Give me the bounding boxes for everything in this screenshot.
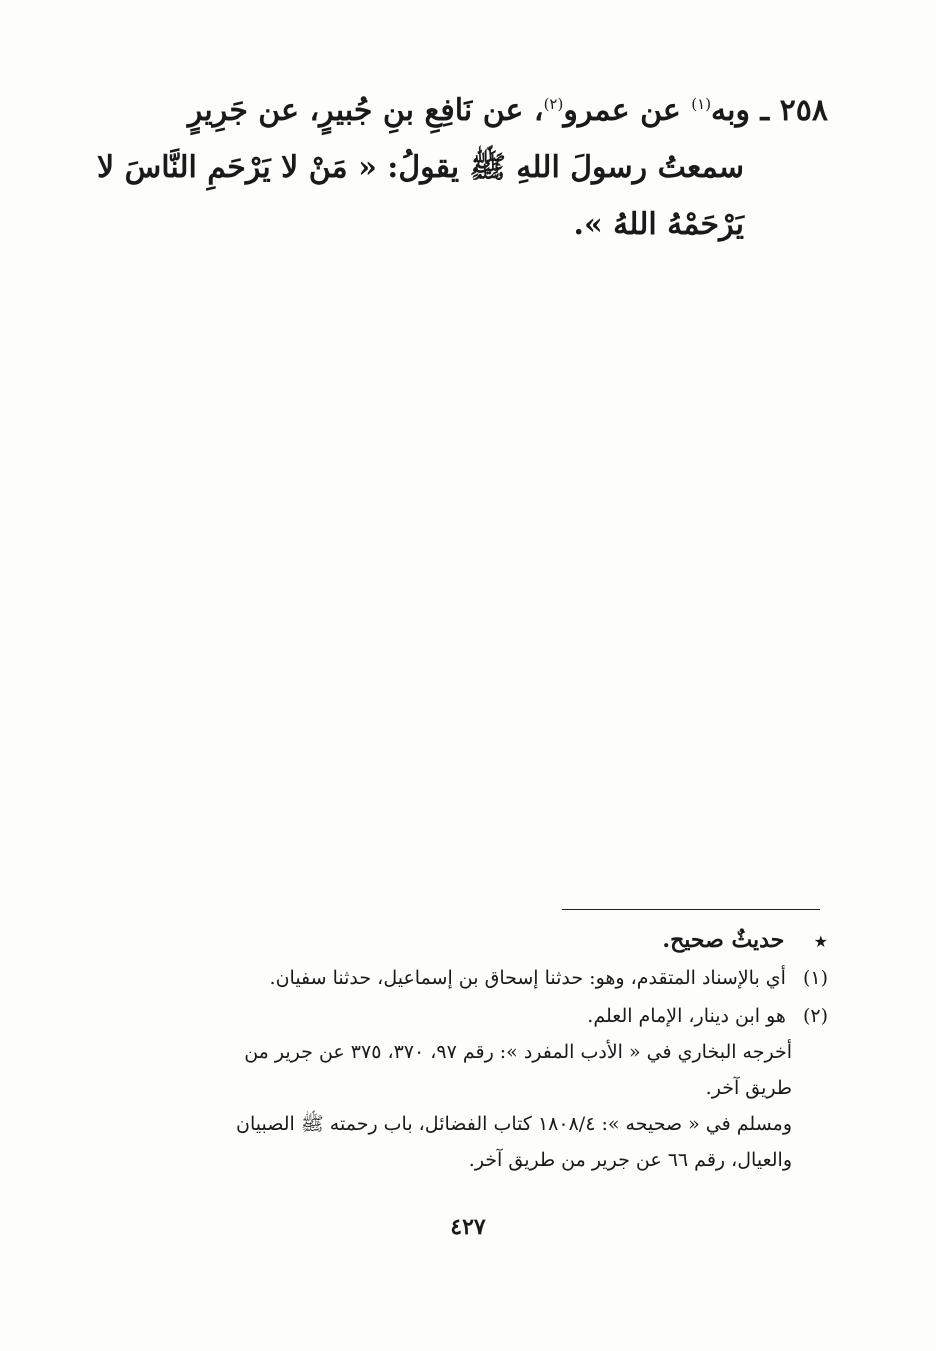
footnote-2-bukhari-line-2: طريق آخر. xyxy=(705,1077,792,1099)
star-icon: ★ xyxy=(813,932,828,951)
hadith-line-3: يَرْحَمْهُ اللهُ ». xyxy=(573,207,744,242)
footnote-2-first-line xyxy=(128,998,828,1034)
grade-text: حديثٌ صحيح. xyxy=(662,927,785,953)
footnote-2 xyxy=(128,998,828,1178)
hadith-line-1 xyxy=(106,82,828,139)
footnote-1 xyxy=(128,960,828,996)
footnotes xyxy=(128,922,828,1178)
hadith-number: ٢٥٨ xyxy=(779,93,828,128)
footnote-ref-2[interactable]: (٢) xyxy=(543,95,564,113)
hadith-text xyxy=(97,82,828,253)
hadith-line-1-start: ـ وبه xyxy=(711,93,770,128)
footnote-2-text: هو ابن دينار، الإمام العلم. xyxy=(587,1005,786,1027)
footnote-1-text: أي بالإسناد المتقدم، وهو: حدثنا إسحاق بن إسماعيل، حدثنا سفيان. xyxy=(269,967,786,989)
footnote-2-muslim-line-1: ومسلم في « صحيحه »: ١٨٠٨/٤ كتاب الفضائل، باب رحمته ﷺ الصبيان xyxy=(236,1113,792,1135)
footnote-1-marker: (١) xyxy=(802,967,828,989)
hadith-line-1-mid: عن عمرو xyxy=(563,93,692,128)
footnote-ref-1[interactable]: (١) xyxy=(691,95,712,113)
footnote-separator xyxy=(562,909,820,910)
hadith-line-1-end: ، عن نَافِعِ بنِ جُبيرٍ، عن جَرِيرٍ xyxy=(187,93,544,128)
footnote-2-marker: (٢) xyxy=(802,1005,828,1027)
hadith-line-2: سمعتُ رسولَ اللهِ ﷺ يقولُ: « مَنْ لا يَرْحَمِ النَّاسَ لا xyxy=(97,150,744,185)
footnote-2-bukhari-line-1: أخرجه البخاري في « الأدب المفرد »: رقم ٩٧، ٣٧٠، ٣٧٥ عن جرير من xyxy=(244,1041,792,1063)
footnote-2-muslim-line-2: والعيال، رقم ٦٦ عن جرير من طريق آخر. xyxy=(468,1149,792,1171)
grade-note xyxy=(128,922,828,960)
page-number: ٤٢٧ xyxy=(450,1214,486,1240)
